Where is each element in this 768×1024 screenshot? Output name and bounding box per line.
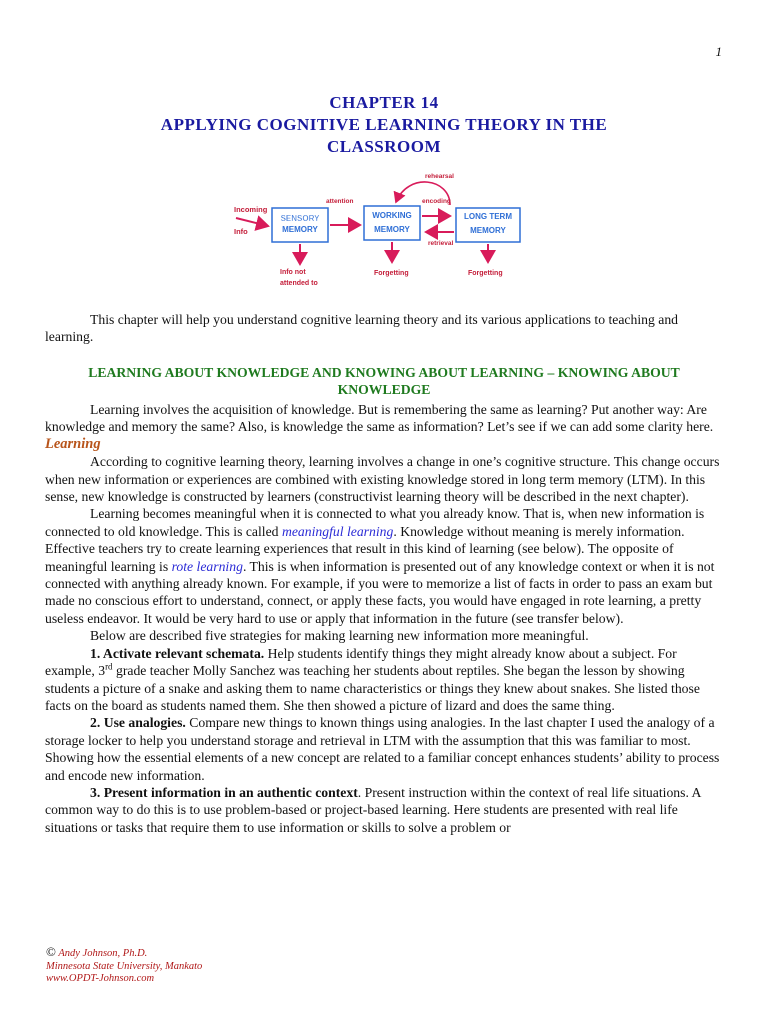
main-body <box>45 401 723 836</box>
rote-learning-term: rote learning <box>171 558 243 574</box>
strategy-3-title: 3. Present information in an authentic context <box>90 784 358 800</box>
intro-section <box>45 311 723 346</box>
strategy-1-text-a: Help students identify things they might already know about a subject. For example, 3 <box>45 645 677 679</box>
strategy-2-text: Compare new things to known things using analogies. In the last chapter I used the analogy of a storage locker to help you understand storage and retrieval in LTM with the assumption that this was familiar to most. Showing how the essential elements of a new concept are related to a familiar concept enhances students’ ability to process and encode new information. <box>45 715 720 783</box>
strategy-3-paragraph <box>45 784 723 836</box>
forgetting-label-working: Forgetting <box>374 270 409 277</box>
learning-heading: Learning <box>45 435 101 452</box>
working-memory-label-2: MEMORY <box>374 225 410 234</box>
footer <box>46 946 202 986</box>
footer-author-line <box>46 946 202 961</box>
rehearsal-label: rehearsal <box>425 173 454 180</box>
learning-paragraph-1: According to cognitive learning theory, learning involves a change in one’s cognitive structure. This change occurs when new information or experiences are combined with existing knowledge stored in long term memory (LTM). In this sense, new knowledge is constructed by learners (constructivist learning theory will be described in the next chapter). <box>45 454 720 505</box>
long-term-memory-label-1: LONG TERM <box>464 212 512 221</box>
meaningful-learning-term: meaningful learning <box>281 523 394 539</box>
intro-paragraph: This chapter will help you understand cognitive learning theory and its various applications to teaching and learning. <box>45 312 679 345</box>
page-number: 1 <box>715 44 722 59</box>
learning-paragraph-2 <box>45 505 723 627</box>
strategy-1-title: 1. Activate relevant schemata. <box>90 645 265 661</box>
chapter-number: CHAPTER 14 <box>329 93 439 112</box>
long-term-memory-label-2: MEMORY <box>470 226 506 235</box>
info-not-attended-label-1: Info not <box>280 269 306 276</box>
forgetting-label-long-term: Forgetting <box>468 270 503 277</box>
chapter-title-line-1: APPLYING COGNITIVE LEARNING THEORY IN THE <box>160 115 608 134</box>
info-not-attended-label-2: attended to <box>280 280 318 287</box>
attention-label: attention <box>326 198 354 205</box>
chapter-title-line-2: CLASSROOM <box>326 137 442 156</box>
copyright-icon: © <box>46 944 56 959</box>
encoding-label: encoding <box>422 198 451 205</box>
strategies-intro-paragraph: Below are described five strategies for making learning new information more meaningful. <box>90 628 589 644</box>
incoming-label-1: Incoming <box>234 205 268 214</box>
footer-website: www.OPDT-Johnson.com <box>46 973 155 984</box>
retrieval-label: retrieval <box>428 240 454 247</box>
strategy-1-paragraph <box>45 645 723 715</box>
footer-author: Andy Johnson, Ph.D. <box>58 948 148 959</box>
memory-model-diagram <box>228 168 528 293</box>
strategy-1-superscript: rd <box>105 661 113 672</box>
sensory-memory-label-2: MEMORY <box>282 225 318 234</box>
strategy-1-text-b: grade teacher Molly Sanchez was teaching her students about reptiles. She began the lesson by showing students a picture of a snake and asking them to name characteristics or things they knew about snakes. She listed those facts on the board as students named them. She then showed a picture of lizard and does the same thing. <box>45 663 700 713</box>
sensory-memory-label-1: SENSORY <box>280 214 320 223</box>
incoming-label-2: Info <box>234 227 248 236</box>
learning-p2-text-b: . Knowledge without meaning is merely information. Effective teachers try to create learning experiences that result in this kind of learning (see below). The opposite of meaningful learning is <box>45 523 685 574</box>
section-intro-paragraph: Learning involves the acquisition of knowledge. But is remembering the same as learning? Put another way: Are knowledge and memory the same? Also, is knowledge the same as information? Let’s see if we can add some clarity here. <box>45 402 714 435</box>
footer-university: Minnesota State University, Mankato <box>46 960 203 972</box>
chapter-heading <box>0 92 768 158</box>
working-memory-label-1: WORKING <box>372 211 412 220</box>
strategy-2-title: 2. Use analogies. <box>90 715 186 731</box>
learning-p2-text-a: Learning becomes meaningful when it is connected to what you already know. That is, when new information is connected to old knowledge. This is called <box>45 506 705 539</box>
learning-p2-text-c: . This is when information is presented out of any knowledge context or when it is not connected with anything already known. For example, if you were to memorize a list of facts in order to pass an exam but made no conscious effort to understand, connect, or apply these facts, you would have engaged in rote learning, a pretty useless endeavor. It would be very hard to use or apply that information in the future (see transfer below). <box>45 558 715 626</box>
section-heading: LEARNING ABOUT KNOWLEDGE AND KNOWING ABOUT LEARNING – KNOWING ABOUT KNOWLEDGE <box>88 365 680 398</box>
incoming-arrow <box>236 218 268 226</box>
strategy-3-text: . Present instruction within the context of real life situations. A common way to do this is to use problem-based or project-based learning. Here students are presented with real life situations or tasks that require them to use information or skills to solve a problem or <box>45 784 701 835</box>
strategy-2-paragraph <box>45 714 723 784</box>
